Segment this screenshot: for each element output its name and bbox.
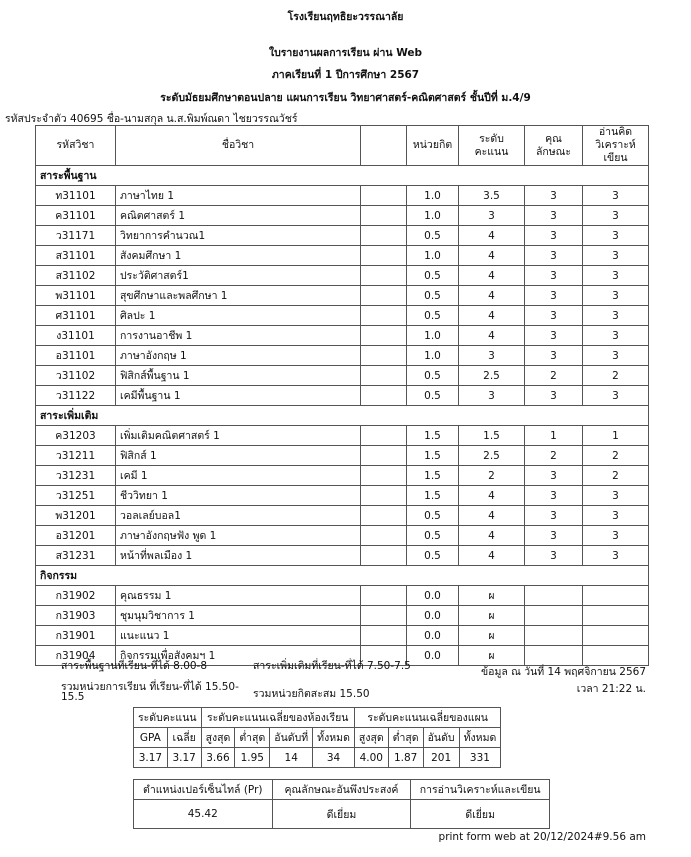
reading-cell xyxy=(583,626,649,646)
reading-cell: 1 xyxy=(583,426,649,446)
reading-cell: 3 xyxy=(583,206,649,226)
table-row xyxy=(36,346,649,366)
credit-cell: 1.5 xyxy=(407,486,459,506)
reading-cell: 3 xyxy=(583,246,649,266)
trait-cell: 3 xyxy=(525,286,583,306)
reading-cell xyxy=(583,606,649,626)
gpa-subheader-row xyxy=(134,728,501,748)
table-row xyxy=(36,206,649,226)
table-row xyxy=(36,226,649,246)
reading-cell: 3 xyxy=(583,526,649,546)
grade-cell: 4 xyxy=(459,266,525,286)
blank-cell xyxy=(361,346,407,366)
col-grade: ระดับคะแนน xyxy=(459,126,525,166)
table-row xyxy=(36,466,649,486)
course-code: ว31251 xyxy=(36,486,116,506)
pr-value: 45.42 xyxy=(134,800,273,829)
course-code: อ31101 xyxy=(36,346,116,366)
course-code: ก31903 xyxy=(36,606,116,626)
gpa-values-row xyxy=(134,748,501,768)
print-timestamp: print form web at 20/12/2024#9.56 am xyxy=(438,831,646,843)
trait-cell: 3 xyxy=(525,386,583,406)
gpa-value-cell: 3.17 xyxy=(134,748,168,768)
credit-cell: 1.5 xyxy=(407,426,459,446)
course-name: คณิตศาสตร์ 1 xyxy=(116,206,361,226)
credit-cell: 1.0 xyxy=(407,246,459,266)
grade-cell: 4 xyxy=(459,306,525,326)
trait-value: ดีเยี่ยม xyxy=(272,800,411,829)
blank-cell xyxy=(361,366,407,386)
reading-cell: 2 xyxy=(583,366,649,386)
course-name: ภาษาอังกฤษ 1 xyxy=(116,346,361,366)
gpa-subheader-cell: ทั้งหมด xyxy=(459,728,501,748)
grade-cell: 4 xyxy=(459,546,525,566)
grade-cell: 3 xyxy=(459,386,525,406)
course-name: ฟิสิกส์พื้นฐาน 1 xyxy=(116,366,361,386)
table-row xyxy=(36,486,649,506)
grades-header-row xyxy=(36,126,649,166)
grade-cell: ผ xyxy=(459,626,525,646)
blank-cell xyxy=(361,246,407,266)
level-title: ระดับมัธยมศึกษาตอนปลาย แผนการเรียน วิทยาศาสตร์-คณิตศาสตร์ ชั้นปีที่ ม.4/9 xyxy=(160,92,531,104)
course-name: แนะแนว 1 xyxy=(116,626,361,646)
credit-cell: 0.0 xyxy=(407,626,459,646)
course-name: ภาษาอังกฤษฟัง พูด 1 xyxy=(116,526,361,546)
course-code: ส31101 xyxy=(36,246,116,266)
data-time: เวลา 21:22 น. xyxy=(576,683,646,695)
course-name: การงานอาชีพ 1 xyxy=(116,326,361,346)
trait-cell: 2 xyxy=(525,446,583,466)
credit-cell: 0.5 xyxy=(407,226,459,246)
gpa-value-cell: 331 xyxy=(459,748,501,768)
trait-cell: 3 xyxy=(525,486,583,506)
school-name: โรงเรียนฤทธิยะวรรณาลัย xyxy=(287,11,404,23)
col-trait: คุณ ลักษณะ xyxy=(525,126,583,166)
gpa-value-cell: 1.95 xyxy=(235,748,270,768)
trait-cell: 3 xyxy=(525,226,583,246)
course-name: เคมีพื้นฐาน 1 xyxy=(116,386,361,406)
blank-cell xyxy=(361,506,407,526)
trait-cell xyxy=(525,606,583,626)
reading-cell: 3 xyxy=(583,286,649,306)
trait-cell xyxy=(525,586,583,606)
reading-cell: 3 xyxy=(583,486,649,506)
blank-cell xyxy=(361,466,407,486)
col-blank xyxy=(361,126,407,166)
table-row xyxy=(36,286,649,306)
credit-cell: 0.0 xyxy=(407,646,459,666)
trait-cell: 2 xyxy=(525,366,583,386)
table-row xyxy=(36,326,649,346)
credit-cell: 1.0 xyxy=(407,186,459,206)
course-name: เพิ่มเติมคณิตศาสตร์ 1 xyxy=(116,426,361,446)
gpa-header-grade: ระดับคะแนน xyxy=(134,708,202,728)
trait-cell: 3 xyxy=(525,526,583,546)
course-code: ศ31101 xyxy=(36,306,116,326)
reading-cell: 3 xyxy=(583,386,649,406)
course-code: ว31102 xyxy=(36,366,116,386)
table-row xyxy=(36,526,649,546)
reading-cell: 2 xyxy=(583,446,649,466)
table-row xyxy=(36,446,649,466)
course-name: ชุมนุมวิชาการ 1 xyxy=(116,606,361,626)
course-code: พ31201 xyxy=(36,506,116,526)
gpa-subheader-cell: GPA xyxy=(134,728,168,748)
credit-cell: 0.5 xyxy=(407,386,459,406)
credit-cell: 1.0 xyxy=(407,206,459,226)
gpa-header-plan: ระดับคะแนนเฉลี่ยของแผน xyxy=(354,708,500,728)
blank-cell xyxy=(361,586,407,606)
reading-cell: 3 xyxy=(583,306,649,326)
section-title: สาระพื้นฐาน xyxy=(36,166,649,186)
grade-cell: ผ xyxy=(459,586,525,606)
credit-cell: 1.0 xyxy=(407,326,459,346)
grade-cell: 4 xyxy=(459,326,525,346)
section-row xyxy=(36,406,649,426)
table-row xyxy=(36,426,649,446)
grade-cell: 4 xyxy=(459,526,525,546)
course-name: ฟิสิกส์ 1 xyxy=(116,446,361,466)
grade-cell: 3 xyxy=(459,206,525,226)
col-code: รหัสวิชา xyxy=(36,126,116,166)
course-code: ว31231 xyxy=(36,466,116,486)
course-name: ศิลปะ 1 xyxy=(116,306,361,326)
credit-cell: 1.5 xyxy=(407,446,459,466)
cumulative-credits: รวมหน่วยกิตสะสม 15.50 xyxy=(253,688,370,700)
reading-cell: 3 xyxy=(583,226,649,246)
grade-cell: ผ xyxy=(459,606,525,626)
course-code: ว31122 xyxy=(36,386,116,406)
trait-header: คุณลักษณะอันพึงประสงค์ xyxy=(272,780,411,800)
blank-cell xyxy=(361,626,407,646)
table-row xyxy=(36,266,649,286)
reading-cell: 2 xyxy=(583,466,649,486)
course-code: ว31171 xyxy=(36,226,116,246)
blank-cell xyxy=(361,286,407,306)
pr-header: ตำแหน่งเปอร์เซ็นไทล์ (Pr) xyxy=(134,780,273,800)
credit-cell: 0.5 xyxy=(407,546,459,566)
course-name: สุขศึกษาและพลศึกษา 1 xyxy=(116,286,361,306)
report-title: ใบรายงานผลการเรียน ผ่าน Web xyxy=(268,47,423,59)
extra-credits: สาระเพิ่มเติมที่เรียน-ที่ได้ 7.50-7.5 xyxy=(253,660,411,672)
total-credits-line2: 15.5 xyxy=(61,691,85,703)
course-name: เคมี 1 xyxy=(116,466,361,486)
trait-cell: 3 xyxy=(525,506,583,526)
percentile-table xyxy=(133,779,550,829)
trait-cell: 3 xyxy=(525,546,583,566)
gpa-subheader-cell: อันดับ xyxy=(423,728,459,748)
total-credits-line1: รวมหน่วยการเรียน ที่เรียน-ที่ได้ 15.50- xyxy=(61,681,239,693)
credit-cell: 0.5 xyxy=(407,286,459,306)
gpa-header-room: ระดับคะแนนเฉลี่ยของห้องเรียน xyxy=(201,708,354,728)
course-code: ง31101 xyxy=(36,326,116,346)
gpa-subheader-cell: ต่ำสุด xyxy=(235,728,270,748)
grade-cell: 2.5 xyxy=(459,446,525,466)
grade-cell: 4 xyxy=(459,486,525,506)
trait-cell xyxy=(525,626,583,646)
reading-cell: 3 xyxy=(583,326,649,346)
blank-cell xyxy=(361,486,407,506)
grade-cell: 4 xyxy=(459,246,525,266)
trait-cell: 3 xyxy=(525,206,583,226)
gpa-subheader-cell: อันดับที่ xyxy=(270,728,313,748)
credit-cell: 0.0 xyxy=(407,586,459,606)
table-row xyxy=(36,606,649,626)
credit-cell: 0.0 xyxy=(407,606,459,626)
reading-cell: 3 xyxy=(583,346,649,366)
gpa-value-cell: 3.66 xyxy=(201,748,235,768)
col-reading: อ่านคิด วิเคราะห์เขียน xyxy=(583,126,649,166)
course-code: ก31901 xyxy=(36,626,116,646)
reading-cell xyxy=(583,586,649,606)
blank-cell xyxy=(361,266,407,286)
gpa-subheader-cell: ทั้งหมด xyxy=(313,728,355,748)
blank-cell xyxy=(361,306,407,326)
grade-cell: 4 xyxy=(459,506,525,526)
table-row xyxy=(36,366,649,386)
course-name: วอลเลย์บอล1 xyxy=(116,506,361,526)
grade-cell: 4 xyxy=(459,226,525,246)
grade-cell: 3.5 xyxy=(459,186,525,206)
course-name: ภาษาไทย 1 xyxy=(116,186,361,206)
section-row xyxy=(36,566,649,586)
blank-cell xyxy=(361,526,407,546)
col-name: ชื่อวิชา xyxy=(116,126,361,166)
gpa-subheader-cell: สูงสุด xyxy=(354,728,388,748)
course-name: ประวัติศาสตร์1 xyxy=(116,266,361,286)
reading-value: ดีเยี่ยม xyxy=(411,800,550,829)
grade-cell: 2 xyxy=(459,466,525,486)
gpa-subheader-cell: เฉลี่ย xyxy=(167,728,201,748)
gpa-value-cell: 4.00 xyxy=(354,748,388,768)
data-date: ข้อมูล ณ วันที่ 14 พฤศจิกายน 2567 xyxy=(480,666,646,678)
credit-cell: 0.5 xyxy=(407,366,459,386)
grade-cell: 4 xyxy=(459,286,525,306)
term-title: ภาคเรียนที่ 1 ปีการศึกษา 2567 xyxy=(271,69,420,81)
course-code: ส31231 xyxy=(36,546,116,566)
course-code: ส31102 xyxy=(36,266,116,286)
credit-cell: 0.5 xyxy=(407,526,459,546)
gpa-value-cell: 3.17 xyxy=(167,748,201,768)
gpa-table xyxy=(133,707,501,768)
grade-cell: ผ xyxy=(459,646,525,666)
reading-cell: 3 xyxy=(583,266,649,286)
course-code: อ31201 xyxy=(36,526,116,546)
gpa-subheader-cell: ต่ำสุด xyxy=(388,728,423,748)
credit-cell: 0.5 xyxy=(407,306,459,326)
course-code: พ31101 xyxy=(36,286,116,306)
course-code: ก31902 xyxy=(36,586,116,606)
trait-cell: 3 xyxy=(525,186,583,206)
reading-cell: 3 xyxy=(583,186,649,206)
trait-cell: 1 xyxy=(525,426,583,446)
blank-cell xyxy=(361,326,407,346)
trait-cell: 3 xyxy=(525,246,583,266)
col-credit: หน่วยกิต xyxy=(407,126,459,166)
credit-cell: 0.5 xyxy=(407,506,459,526)
grade-cell: 3 xyxy=(459,346,525,366)
blank-cell xyxy=(361,546,407,566)
course-code: ก31904 xyxy=(36,646,116,666)
blank-cell xyxy=(361,226,407,246)
course-code: ค31101 xyxy=(36,206,116,226)
table-row xyxy=(36,306,649,326)
section-row xyxy=(36,166,649,186)
gpa-value-cell: 34 xyxy=(313,748,355,768)
table-row xyxy=(36,626,649,646)
student-info: รหัสประจำตัว 40695 ชื่อ-นามสกุล น.ส.พิมพ์ณดา ไชยวรรณวัชร์ xyxy=(5,113,298,125)
course-name: ชีววิทยา 1 xyxy=(116,486,361,506)
grade-cell: 1.5 xyxy=(459,426,525,446)
credit-cell: 1.5 xyxy=(407,466,459,486)
credit-cell: 1.0 xyxy=(407,346,459,366)
gpa-value-cell: 1.87 xyxy=(388,748,423,768)
blank-cell xyxy=(361,386,407,406)
course-name: หน้าที่พลเมือง 1 xyxy=(116,546,361,566)
trait-cell: 3 xyxy=(525,266,583,286)
blank-cell xyxy=(361,206,407,226)
gpa-value-cell: 201 xyxy=(423,748,459,768)
course-code: ค31203 xyxy=(36,426,116,446)
blank-cell xyxy=(361,426,407,446)
trait-cell: 3 xyxy=(525,326,583,346)
section-title: สาระเพิ่มเติม xyxy=(36,406,649,426)
table-row xyxy=(36,506,649,526)
table-row xyxy=(36,386,649,406)
table-row xyxy=(36,186,649,206)
course-name: สังคมศึกษา 1 xyxy=(116,246,361,266)
gpa-value-cell: 14 xyxy=(270,748,313,768)
credit-cell: 0.5 xyxy=(407,266,459,286)
trait-cell: 3 xyxy=(525,346,583,366)
table-row xyxy=(36,586,649,606)
course-name: คุณธรรม 1 xyxy=(116,586,361,606)
grades-table xyxy=(35,125,649,666)
blank-cell xyxy=(361,446,407,466)
section-title: กิจกรรม xyxy=(36,566,649,586)
table-row xyxy=(36,546,649,566)
gpa-subheader-cell: สูงสุด xyxy=(201,728,235,748)
reading-cell: 3 xyxy=(583,546,649,566)
trait-cell: 3 xyxy=(525,466,583,486)
course-code: ท31101 xyxy=(36,186,116,206)
course-name: กิจกรรมเพื่อสังคมฯ 1 xyxy=(116,646,361,666)
grade-cell: 2.5 xyxy=(459,366,525,386)
reading-header: การอ่านวิเคราะห์และเขียน xyxy=(411,780,550,800)
blank-cell xyxy=(361,186,407,206)
basic-credits: สาระพื้นฐานที่เรียน-ที่ได้ 8.00-8 xyxy=(61,660,208,672)
course-name: วิทยาการคำนวณ1 xyxy=(116,226,361,246)
trait-cell: 3 xyxy=(525,306,583,326)
blank-cell xyxy=(361,606,407,626)
reading-cell: 3 xyxy=(583,506,649,526)
course-code: ว31211 xyxy=(36,446,116,466)
table-row xyxy=(36,246,649,266)
